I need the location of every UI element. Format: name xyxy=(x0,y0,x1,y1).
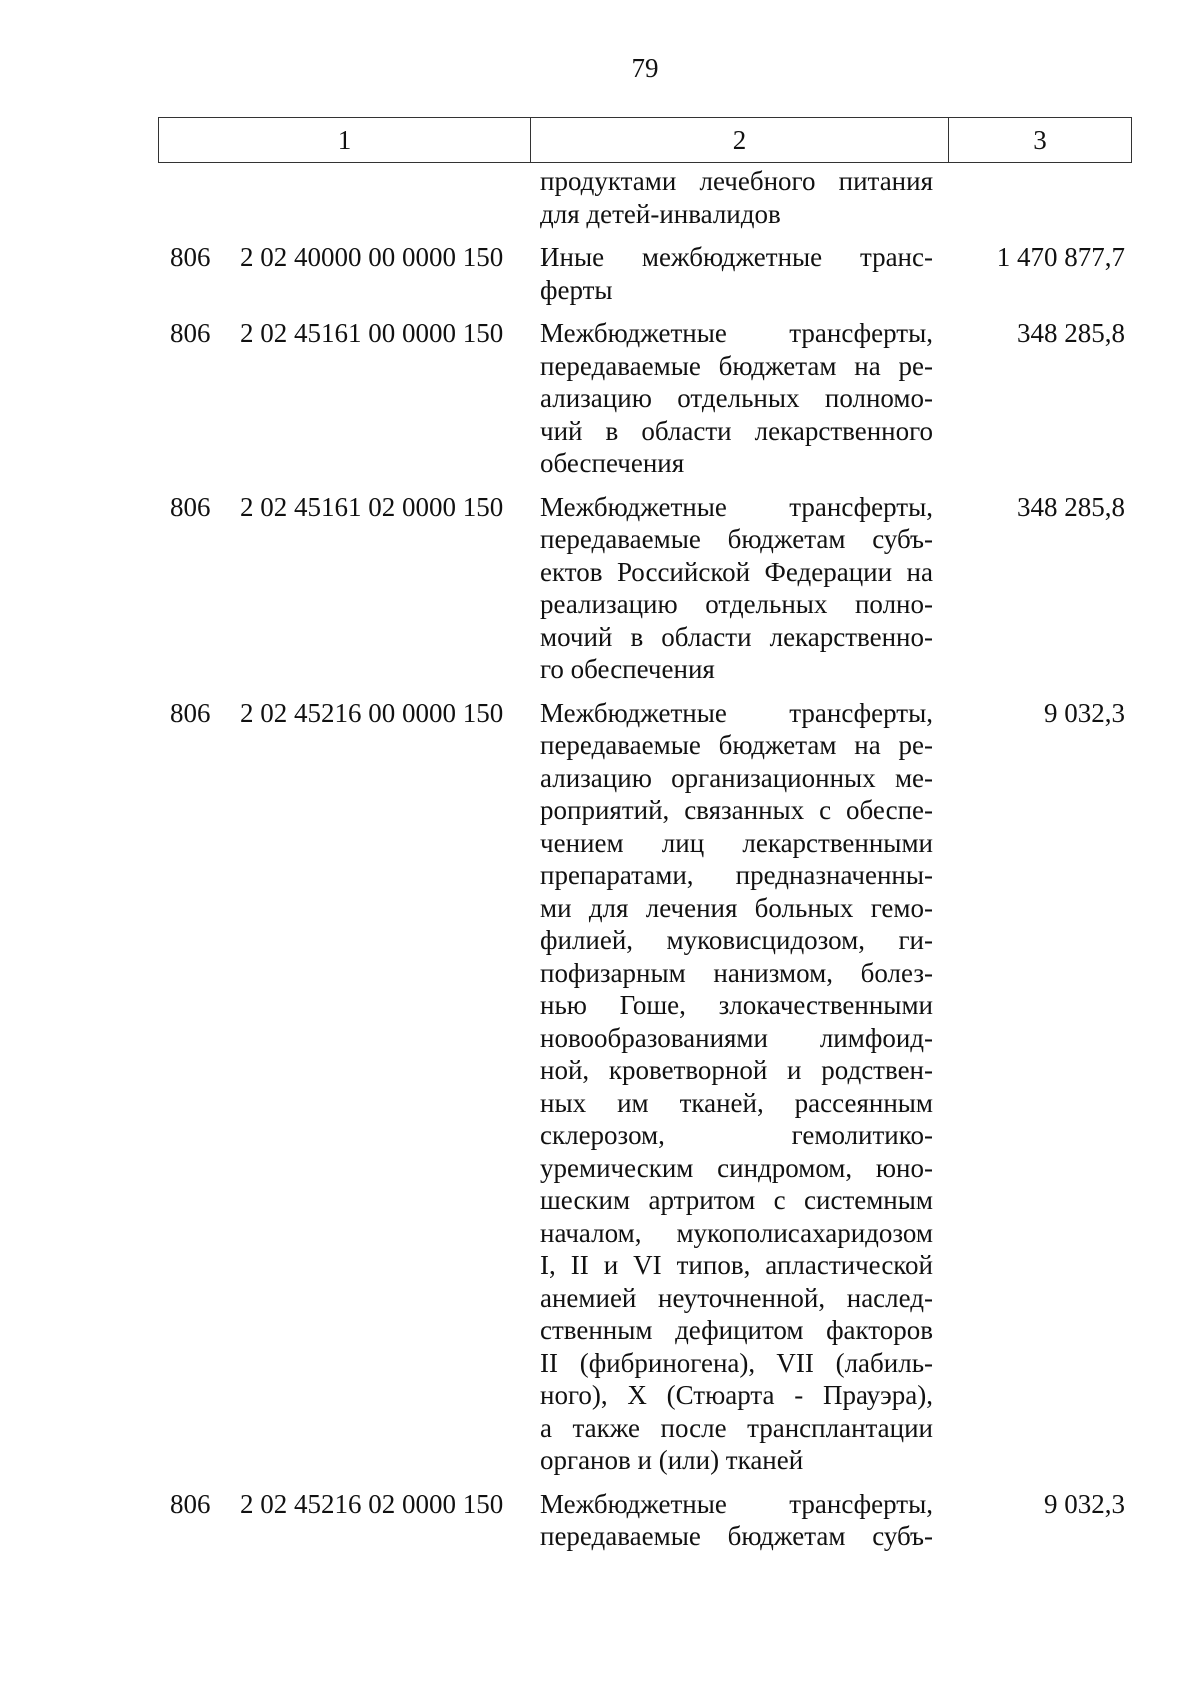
text-line: Межбюджетные трансферты, xyxy=(540,697,933,728)
amount: 1 470 877,7 xyxy=(996,242,1125,272)
income-name xyxy=(540,491,933,686)
text-line: мочий в области лекарственно- xyxy=(540,621,933,652)
income-name xyxy=(540,317,933,480)
budget-code: 2 02 45216 02 0000 150 xyxy=(240,1488,504,1519)
text-line: II (фибриногена), VII (лабиль- xyxy=(540,1347,933,1378)
text-line: филией, муковисцидозом, ги- xyxy=(540,925,933,955)
text-line: ализацию отдельных полномо- xyxy=(540,383,933,413)
text-line: ферты xyxy=(540,274,613,305)
table-row xyxy=(0,491,1200,686)
text-line: роприятий, связанных с обеспе- xyxy=(540,795,933,825)
text-line: началом, мукополисахаридозом xyxy=(540,1217,933,1248)
text-line: продуктами лечебного питания xyxy=(540,166,933,196)
text-line: уремическим синдромом, юно- xyxy=(540,1152,933,1183)
income-name xyxy=(540,697,933,1477)
budget-code: 2 02 40000 00 0000 150 xyxy=(240,242,504,272)
text-line: ственным дефицитом факторов xyxy=(540,1315,933,1345)
admin-code: 806 xyxy=(170,697,211,728)
header-col-1: 1 xyxy=(159,118,531,162)
continuation-row xyxy=(0,165,1200,230)
table-row xyxy=(0,1488,1200,1553)
budget-code: 2 02 45216 00 0000 150 xyxy=(240,697,504,728)
text-line: передаваемые бюджетам субъ- xyxy=(540,524,933,554)
text-line: Иные межбюджетные транс- xyxy=(540,242,933,272)
text-line: нью Гоше, злокачественными xyxy=(540,990,933,1020)
table-body xyxy=(0,165,1200,1553)
text-line: реализацию отдельных полно- xyxy=(540,589,933,619)
text-line: ных им тканей, рассеянным xyxy=(540,1087,933,1118)
text-line: шеским артритом с системным xyxy=(540,1185,933,1215)
text-line: I, II и VI типов, апластической xyxy=(540,1250,933,1280)
text-line: склерозом, гемолитико- xyxy=(540,1120,933,1150)
text-line: ного), X (Стюарта - Прауэра), xyxy=(540,1380,933,1410)
admin-code: 806 xyxy=(170,491,211,522)
amount: 348 285,8 xyxy=(1017,491,1125,522)
income-name xyxy=(540,1488,933,1553)
text-line: чением лиц лекарственными xyxy=(540,827,933,858)
text-line: препаратами, предназначенны- xyxy=(540,860,933,890)
text-line: новообразованиями лимфоид- xyxy=(540,1022,933,1053)
amount: 9 032,3 xyxy=(1044,697,1125,728)
text-line: а также после трансплантации xyxy=(540,1412,933,1443)
amount: 9 032,3 xyxy=(1044,1488,1125,1519)
text-line: передаваемые бюджетам на ре- xyxy=(540,350,933,381)
text-line: ализацию организационных ме- xyxy=(540,762,933,793)
text-line: передаваемые бюджетам субъ- xyxy=(540,1521,933,1551)
continuation-text xyxy=(540,165,933,230)
text-line: пофизарным нанизмом, болез- xyxy=(540,957,933,988)
text-line: обеспечения xyxy=(540,448,685,478)
table-row xyxy=(0,317,1200,480)
text-line: для детей-инвалидов xyxy=(540,198,781,229)
table-row xyxy=(0,697,1200,1477)
text-line: Межбюджетные трансферты, xyxy=(540,1488,933,1519)
table-header xyxy=(158,117,1132,163)
table-row xyxy=(0,241,1200,306)
text-line: передаваемые бюджетам на ре- xyxy=(540,730,933,760)
text-line: ектов Российской Федерации на xyxy=(540,556,933,587)
header-col-2: 2 xyxy=(531,118,949,162)
text-line: Межбюджетные трансферты, xyxy=(540,491,933,522)
page-number: 79 xyxy=(631,53,659,83)
text-line: ми для лечения больных гемо- xyxy=(540,892,933,923)
header-col-3: 3 xyxy=(1033,124,1047,155)
income-name xyxy=(540,241,933,306)
budget-code: 2 02 45161 02 0000 150 xyxy=(240,491,504,522)
text-line: анемией неуточненной, наслед- xyxy=(540,1282,933,1313)
text-line: Межбюджетные трансферты, xyxy=(540,318,933,348)
admin-code: 806 xyxy=(170,318,211,348)
admin-code: 806 xyxy=(170,242,211,272)
amount: 348 285,8 xyxy=(1017,318,1125,348)
text-line: чий в области лекарственного xyxy=(540,415,933,446)
budget-code: 2 02 45161 00 0000 150 xyxy=(240,318,504,348)
text-line: ной, кроветворной и родствен- xyxy=(540,1055,933,1085)
admin-code: 806 xyxy=(170,1488,211,1519)
text-line: органов и (или) тканей xyxy=(540,1445,804,1475)
text-line: го обеспечения xyxy=(540,654,715,684)
